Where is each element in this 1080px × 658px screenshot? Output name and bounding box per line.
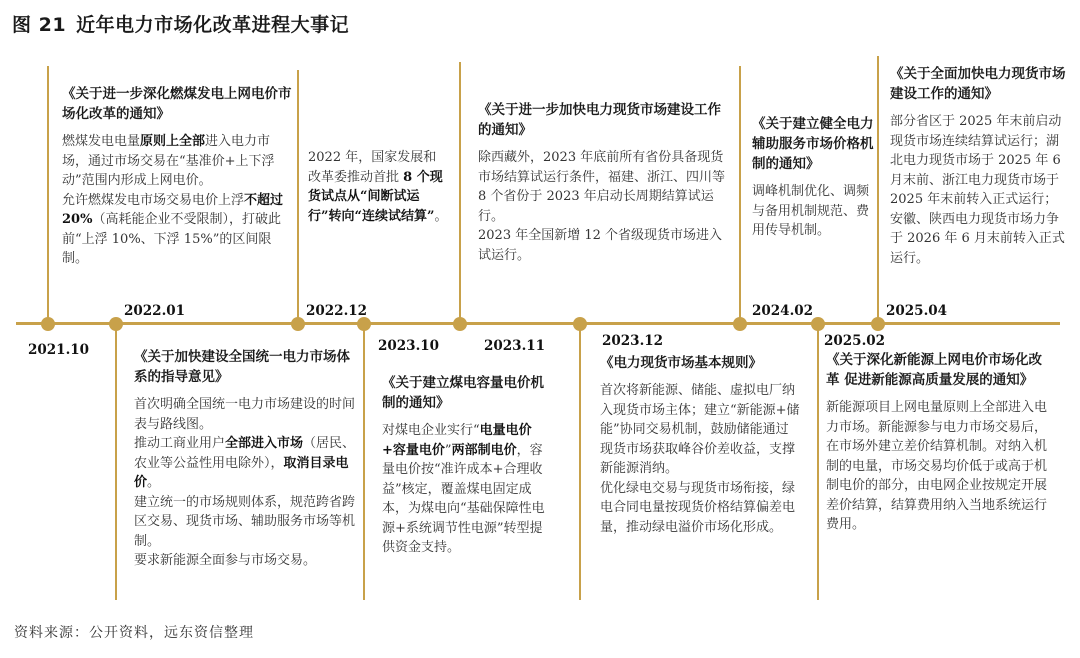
event-card-2023-12 [600,353,800,537]
source-note: 资料来源：公开资料，远东资信整理 [14,625,254,641]
event-title: 《关于建立健全电力辅助服务市场价格机制的通知》 [752,116,874,172]
event-text: 部分省区于 2025 年末前启动现货市场连续结算试运行；湖北电力现货市场于 2025 年 6 月末前、浙江电力现货市场于 2025 年末前转入正式运行；安徽、陕西电力现货市场力争于 2026 年 6 月末前转入正式运行。 [890,114,1065,266]
timeline-dot-2023-11 [453,317,467,331]
event-date-2025-02: 2025.02 [824,333,886,349]
event-date-2024-02: 2024.02 [752,303,814,319]
event-date-2023-10: 2023.10 [378,338,440,354]
timeline-connector-2023-11 [459,62,461,323]
event-text: 建立统一的市场规则体系，规范跨省跨区交易、现货市场、辅助服务市场等机制。 [134,494,356,549]
event-text: 除西藏外，2023 年底前所有省份具备现货市场结算试运行条件，福建、浙江、四川等 8 个省份于 2023 年启动长周期结算试运行。 [478,150,726,224]
event-title: 《关于建立煤电容量电价机制的通知》 [382,375,544,411]
event-text: 2023 年全国新增 12 个省级现货市场进入试运行。 [478,228,723,263]
event-card-2025-04 [890,64,1068,268]
event-text: 新能源项目上网电量原则上全部进入电力市场。新能源参与电力市场交易后，在市场外建立差价结算机制。对纳入机制的电量，市场交易均价低于或高于机制电价的部分，由电网企业按规定开展差价结算，结算费用纳入当地系统运行费用。 [826,400,1048,532]
timeline-dot-2024-02 [733,317,747,331]
event-title: 《关于全面加快电力现货市场建设工作的通知》 [890,66,1066,102]
event-title: 《电力现货市场基本规则》 [600,355,762,371]
event-text: 调峰机制优化、调频与备用机制规范、费用传导机制。 [752,184,870,238]
event-text: 优化绿电交易与现货市场衔接，绿电合同电量按现货价格结算偏差电量，推动绿电溢价市场化形成。 [600,480,796,535]
event-date-2023-11: 2023.11 [484,338,546,354]
event-title: 《关于深化新能源上网电价市场化改革 促进新能源高质量发展的通知》 [826,352,1042,388]
event-text: 2022 年，国家发展和改革委推动首批 8 个现货试点从“间断试运行”转向“连续试结算”。 [308,150,448,224]
event-title: 《关于进一步深化燃煤发电上网电价市场化改革的通知》 [62,86,292,122]
event-date-2022-01: 2022.01 [124,303,186,319]
timeline-connector-2021-10 [47,66,49,323]
event-card-2021-10 [62,84,292,269]
figure-caption: 近年电力市场化改革进程大事记 [76,14,350,36]
timeline-dot-2023-10 [357,317,371,331]
figure-title [12,10,349,37]
timeline-dot-2025-02 [811,317,825,331]
event-card-2024-02 [752,114,880,241]
event-card-2023-11 [478,100,728,265]
figure-number: 图 21 [12,14,67,36]
timeline-dot-2021-10 [41,317,55,331]
event-title: 《关于进一步加快电力现货市场建设工作的通知》 [478,102,721,138]
timeline-connector-2022-01 [115,323,117,600]
event-date-2025-04: 2025.04 [886,303,948,319]
timeline-dot-2025-04 [871,317,885,331]
event-card-2023-10 [382,373,552,558]
event-text: 燃煤发电电量原则上全部进入电力市场，通过市场交易在“基准价+上下浮动”范围内形成上网电价。 [62,134,275,188]
timeline-dot-2022-01 [109,317,123,331]
event-text: 允许燃煤发电市场交易电价上浮不超过20%（高耗能企业不受限制），打破此前“上浮 10%、下浮 15%”的区间限制。 [62,192,284,266]
event-card-2022-12 [308,148,448,226]
timeline-connector-2025-02 [817,323,819,600]
event-title: 《关于加快建设全国统一电力市场体系的指导意见》 [134,349,350,385]
timeline-connector-2022-12 [297,70,299,323]
event-card-2025-02 [826,350,1052,535]
timeline-dot-2022-12 [291,317,305,331]
timeline-connector-2023-12 [579,323,581,600]
event-text: 推动工商业用户全部进入市场（居民、农业等公益性用电除外），取消目录电价。 [134,436,356,490]
timeline-dot-2023-12 [573,317,587,331]
event-text: 要求新能源全面参与市场交易。 [134,553,317,568]
event-date-2021-10: 2021.10 [28,342,90,358]
event-text: 首次明确全国统一电力市场建设的时间表与路线图。 [134,397,356,432]
event-date-2023-12: 2023.12 [602,333,664,349]
event-text: 对煤电企业实行“电量电价+容量电价”两部制电价，容量电价按“准许成本+合理收益”核定，覆盖煤电固定成本，为煤电向“基础保障性电源+系统调节性电源”转型提供资金支持。 [382,423,545,555]
event-card-2022-01 [134,347,356,571]
event-text: 首次将新能源、储能、虚拟电厂纳入现货市场主体；建立“新能源+储能”协同交易机制，鼓励储能通过现货市场获取峰谷价差收益，支撑新能源消纳。 [600,383,800,476]
timeline-connector-2024-02 [739,66,741,323]
timeline-axis [16,322,1060,325]
event-date-2022-12: 2022.12 [306,303,368,319]
timeline-connector-2023-10 [363,323,365,600]
